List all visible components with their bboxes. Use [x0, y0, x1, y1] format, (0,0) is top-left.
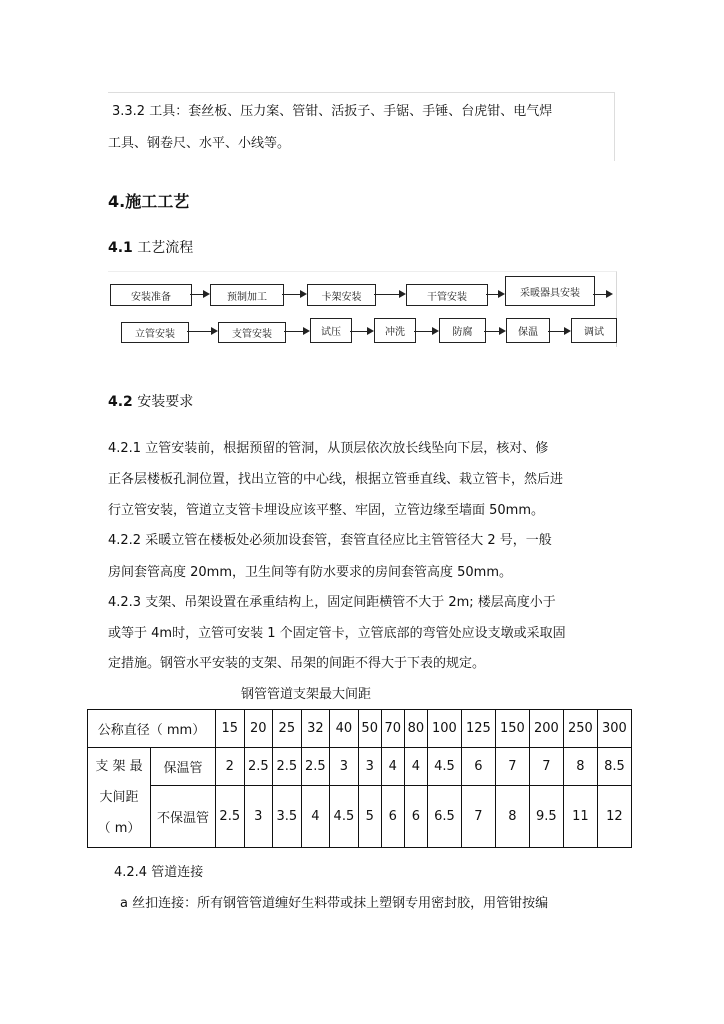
- diameter-header: 公称直径（ mm）: [88, 710, 216, 748]
- flow-arrow: [282, 294, 300, 295]
- insulated-value: 4.5: [427, 748, 461, 786]
- flow-step-main-pipe: 干管安装: [406, 284, 488, 306]
- diameter-cell: 20: [244, 710, 273, 748]
- uninsulated-value: 4: [301, 786, 330, 848]
- flow-arrow-head: [399, 290, 406, 298]
- uninsulated-value: 6: [381, 786, 404, 848]
- diameter-cell: 250: [563, 710, 597, 748]
- flow-arrow-head: [432, 327, 439, 335]
- para-422-line-1: 4.2.2 采暖立管在楼板处必须加设套管，套管直径应比主管管径大 2 号，一般: [108, 533, 552, 548]
- flow-arrow: [187, 331, 211, 332]
- flow-arrow-head: [303, 327, 310, 335]
- insulated-value: 2: [216, 748, 245, 786]
- uninsulated-value: 6.5: [427, 786, 461, 848]
- heading-text: 安装要求: [132, 394, 194, 410]
- uninsulated-value: 3: [244, 786, 273, 848]
- diameter-cell: 32: [301, 710, 330, 748]
- para-422-line-2: 房间套管高度 20mm，卫生间等有防水要求的房间套管高度 50mm。: [108, 565, 513, 580]
- insulated-value: 8: [563, 748, 597, 786]
- flow-arrow: [374, 294, 399, 295]
- flow-step-install-prep: 安装准备: [110, 284, 192, 306]
- para-421-line-3: 行立管安装，管道立支管卡埋设应该平整、牢固，立管边缘至墙面 50mm。: [108, 503, 545, 518]
- insulated-value: 3: [358, 748, 381, 786]
- diameter-cell: 300: [597, 710, 631, 748]
- heading-text: 工艺流程: [132, 240, 194, 256]
- flow-arrow-head: [367, 327, 374, 335]
- para-421-line-1: 4.2.1 立管安装前，根据预留的管洞，从顶层依次放长线坠向下层，核对、修: [108, 441, 549, 456]
- heading-number: 4.1: [108, 240, 133, 256]
- flow-arrow-head: [211, 327, 218, 335]
- flow-step-pressure-test: 试压: [310, 318, 352, 343]
- flow-step-heater-install: 采暖器具安装: [505, 276, 595, 306]
- insulated-value: 8.5: [597, 748, 631, 786]
- table-caption: 钢管管道支架最大间距: [241, 687, 372, 702]
- flow-step-prefab: 预制加工: [210, 284, 284, 306]
- insulated-value: 3: [330, 748, 359, 786]
- diameter-cell: 25: [273, 710, 302, 748]
- diameter-cell: 70: [381, 710, 404, 748]
- flow-arrow-head: [564, 327, 571, 335]
- threaded-connection-line: a 丝扣连接：所有钢管管道缠好生料带或抹上塑钢专用密封胶，用管钳按编: [120, 896, 549, 911]
- uninsulated-value: 6: [404, 786, 427, 848]
- flow-step-anticorrosion: 防腐: [439, 318, 486, 343]
- flow-arrow-head: [606, 290, 613, 298]
- uninsulated-value: 11: [563, 786, 597, 848]
- support-spacing-table: [87, 709, 632, 848]
- diameter-cell: 80: [404, 710, 427, 748]
- diameter-cell: 15: [216, 710, 245, 748]
- flow-arrow: [190, 294, 203, 295]
- flow-step-bracket-install: 卡架安装: [307, 284, 376, 306]
- flow-step-flushing: 冲洗: [374, 318, 416, 343]
- diameter-cell: 200: [529, 710, 563, 748]
- insulated-value: 2.5: [273, 748, 302, 786]
- diameter-cell: 100: [427, 710, 461, 748]
- flow-step-riser-install: 立管安装: [121, 322, 189, 343]
- uninsulated-value: 8: [495, 786, 529, 848]
- insulated-value: 4: [404, 748, 427, 786]
- para-423-line-3: 定措施。钢管水平安装的支架、吊架的间距不得大于下表的规定。: [108, 656, 486, 671]
- uninsulated-value: 2.5: [216, 786, 245, 848]
- flow-arrow: [350, 331, 367, 332]
- insulated-value: 4: [381, 748, 404, 786]
- flow-step-insulation: 保温: [506, 318, 550, 343]
- tools-line-2: 工具、钢卷尺、水平、小线等。: [108, 136, 291, 151]
- insulated-value: 7: [495, 748, 529, 786]
- heading-process-flow: [108, 237, 193, 257]
- flow-arrow: [486, 294, 498, 295]
- table-header-row: [88, 710, 632, 748]
- flow-arrow-head: [203, 290, 210, 298]
- insulated-value: 7: [529, 748, 563, 786]
- flow-arrow-head: [499, 327, 506, 335]
- row-group-label: [88, 748, 151, 848]
- uninsulated-row: [88, 786, 632, 848]
- heading-install-requirements: [108, 391, 193, 411]
- flow-step-commissioning: 调试: [571, 318, 617, 343]
- flow-arrow: [548, 331, 564, 332]
- flow-arrow-head: [300, 290, 307, 298]
- para-423-line-1: 4.2.3 支架、吊架设置在承重结构上，固定间距横管不大于 2m; 楼层高度小于: [108, 595, 556, 610]
- row-group-label-line-3: （ m）: [97, 821, 141, 836]
- uninsulated-value: 7: [461, 786, 495, 848]
- insulated-value: 2.5: [244, 748, 273, 786]
- uninsulated-value: 12: [597, 786, 631, 848]
- para-423-line-2: 或等于 4m时，立管可安装 1 个固定管卡，立管底部的弯管处应设支墩或采取固: [108, 626, 566, 641]
- flow-arrow: [593, 294, 606, 295]
- heading-pipe-connection: 4.2.4 管道连接: [114, 865, 204, 880]
- diameter-cell: 125: [461, 710, 495, 748]
- flow-arrow: [414, 331, 432, 332]
- uninsulated-value: 5: [358, 786, 381, 848]
- insulated-value: 2.5: [301, 748, 330, 786]
- uninsulated-label: 不保温管: [151, 786, 216, 848]
- flow-step-branch-install: 支管安装: [218, 322, 286, 343]
- row-group-label-line-1: 支 架 最: [95, 759, 143, 774]
- flow-arrow: [284, 331, 303, 332]
- heading-number: 4.2: [108, 394, 133, 410]
- tools-line-1: 3.3.2 工具：套丝板、压力案、管钳、活扳子、手锯、手锤、台虎钳、电气焊: [112, 104, 553, 119]
- insulated-row: [88, 748, 632, 786]
- uninsulated-value: 3.5: [273, 786, 302, 848]
- flow-arrow: [484, 331, 499, 332]
- row-group-label-line-2: 大间距: [99, 790, 139, 805]
- uninsulated-value: 9.5: [529, 786, 563, 848]
- insulated-value: 6: [461, 748, 495, 786]
- uninsulated-value: 4.5: [330, 786, 359, 848]
- flow-arrow-head: [498, 290, 505, 298]
- heading-construction-process: 4.施工工艺: [108, 192, 190, 211]
- insulated-label: 保温管: [151, 748, 216, 786]
- diameter-cell: 150: [495, 710, 529, 748]
- diameter-cell: 40: [330, 710, 359, 748]
- para-421-line-2: 正各层楼板孔洞位置，找出立管的中心线，根据立管垂直线、栽立管卡，然后进: [108, 472, 564, 487]
- diameter-cell: 50: [358, 710, 381, 748]
